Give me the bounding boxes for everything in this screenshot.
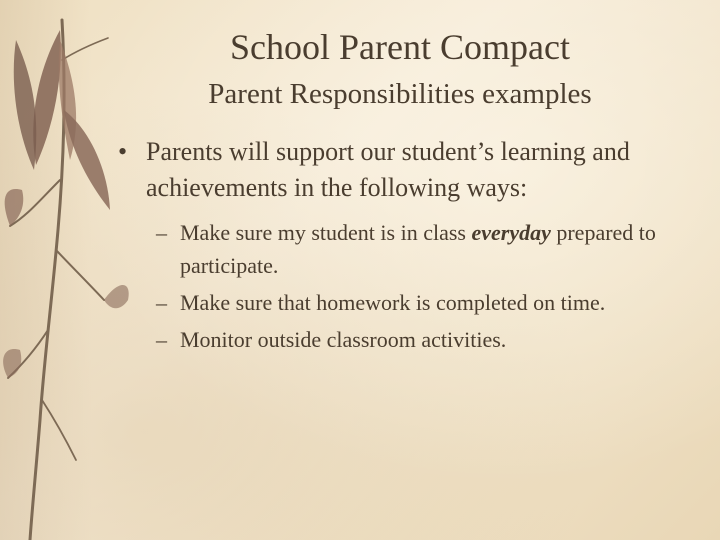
slide-title: School Parent Compact — [230, 27, 570, 67]
dash-marker: – — [156, 220, 167, 245]
sub-bullet-text: prepared to participate. — [180, 220, 656, 278]
sub-bullet-list — [156, 216, 676, 360]
sub-bullet-item — [156, 323, 676, 356]
dash-marker: – — [156, 327, 167, 352]
sub-bullet-item — [156, 286, 676, 319]
main-bullet — [118, 134, 688, 206]
sub-bullet-text: Make sure my student is in class — [180, 220, 472, 245]
dash-marker: – — [156, 290, 167, 315]
sub-bullet-text: Make sure that homework is completed on time. — [180, 290, 606, 315]
sub-bullet-item — [156, 216, 676, 282]
emphasis-text: everyday — [471, 220, 551, 245]
slide-subtitle: Parent Responsibilities examples — [208, 78, 592, 110]
sub-bullet-text: Monitor outside classroom activities. — [180, 327, 507, 352]
bullet-text: Parents will support our student’s learning and achievements in the following ways: — [146, 137, 630, 202]
dried-branch-leaves-icon — [0, 0, 150, 540]
bullet-marker: • — [118, 137, 128, 166]
